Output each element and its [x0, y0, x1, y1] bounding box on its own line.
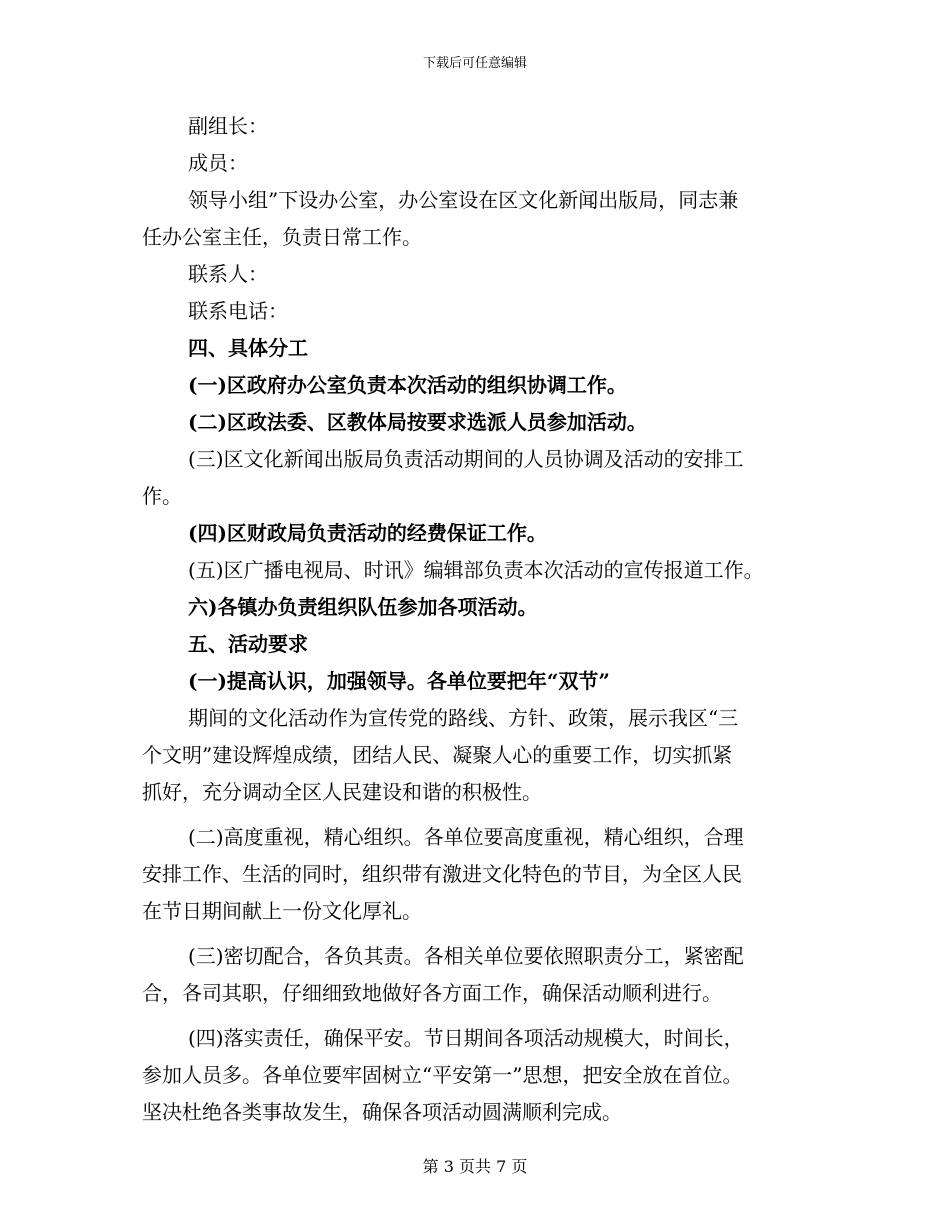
- text-line: 任办公室主任，负责日常工作。: [142, 225, 422, 249]
- text-line: (五)区广播电视局、时讯》编辑部负责本次活动的宣传报道工作。: [188, 558, 764, 582]
- text-line: 领导小组”下设办公室，办公室设在区文化新闻出版局，同志兼: [188, 188, 739, 212]
- text-line: 合，各司其职，仔细细致地做好各方面工作，确保活动顺利进行。: [142, 981, 722, 1005]
- text-line: (三)密切配合，各负其责。各相关单位要依照职责分工，紧密配: [188, 944, 744, 968]
- text-line: (二)区政法委、区教体局按要求选派人员参加活动。: [188, 410, 647, 434]
- text-line: (四)区财政局负责活动的经费保证工作。: [188, 521, 547, 545]
- text-line: 六)各镇办负责组织队伍参加各项活动。: [188, 595, 538, 619]
- text-line: 副组长：: [188, 114, 268, 138]
- document-body: [142, 108, 812, 1131]
- text-line: 安排工作、生活的同时，组织带有激进文化特色的节目，为全区人民: [142, 862, 742, 886]
- text-line: 期间的文化活动作为宣传党的路线、方针、政策，展示我区“三: [188, 706, 739, 730]
- text-line: 成员：: [188, 151, 248, 175]
- text-line: (二)高度重视，精心组织。各单位要高度重视，精心组织，合理: [188, 825, 744, 849]
- text-line: 参加人员多。各单位要牢固树立“平安第一”思想，把安全放在首位。: [142, 1063, 743, 1087]
- text-line: (一)区政府办公室负责本次活动的组织协调工作。: [188, 373, 627, 397]
- text-line: (一)提高认识，加强领导。各单位要把年“双节”: [188, 669, 610, 693]
- text-line: 作。: [142, 484, 182, 508]
- page-footer: 第 3 页共 7 页: [422, 1157, 528, 1176]
- text-line: (四)落实责任，确保平安。节日期间各项活动规模大，时间长，: [188, 1026, 744, 1050]
- text-line: (三)区文化新闻出版局负责活动期间的人员协调及活动的安排工: [188, 447, 744, 471]
- text-line: 坚决杜绝各类事故发生，确保各项活动圆满顺利完成。: [142, 1100, 622, 1124]
- text-line: 联系人：: [188, 262, 268, 286]
- text-line: 在节日期间献上一份文化厚礼。: [142, 899, 422, 923]
- text-line: 个文明”建设辉煌成绩，团结人民、凝聚人心的重要工作，切实抓紧: [142, 743, 733, 767]
- text-line: 抓好，充分调动全区人民建设和谐的积极性。: [142, 780, 542, 804]
- section-heading: 四、具体分工: [188, 336, 308, 360]
- section-heading: 五、活动要求: [188, 632, 308, 656]
- page-header: 下载后可任意编辑: [422, 56, 527, 71]
- text-line: 联系电话：: [188, 299, 288, 323]
